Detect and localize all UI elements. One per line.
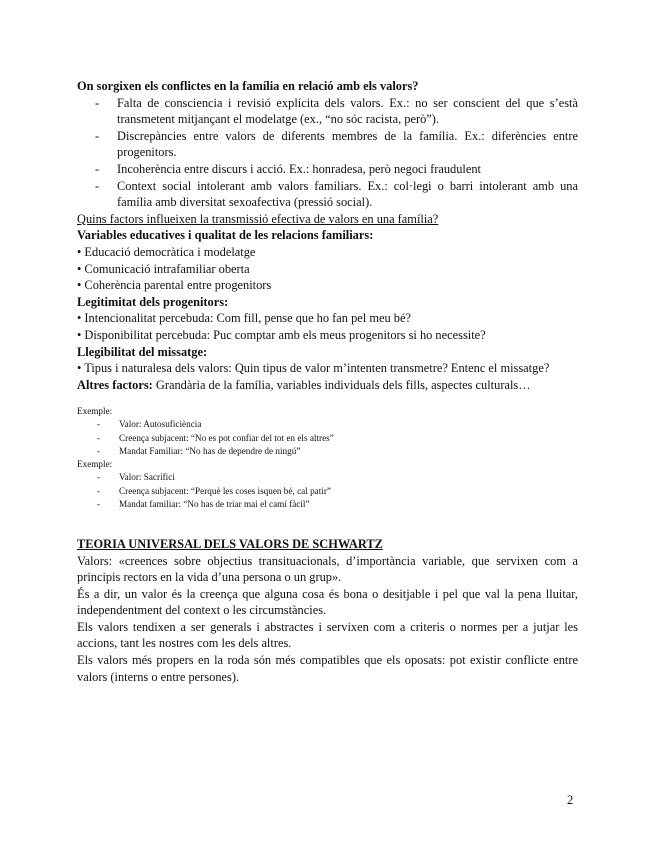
paragraph: Els valors tendixen a ser generals i abstractes i servixen com a criteris o normes per a jutjar les accions, tant les nostres com les dels altres. xyxy=(77,619,578,651)
example-label: Exemple: xyxy=(77,406,113,417)
schwartz-title: TEORIA UNIVERSAL DELS VALORS DE SCHWARTZ xyxy=(77,536,383,551)
paragraph: Valors: «creences sobre objectius transituacionals, d’importància variable, que servixen com a principis rectors en la vida d’una persona o un grup». xyxy=(77,553,578,585)
variable-item: • Comunicació intrafamiliar oberta xyxy=(77,261,250,276)
example-list xyxy=(77,471,578,511)
list-item: - Creença subjacent: “Perquè les coses isquen bé, cal patir” xyxy=(77,485,578,498)
list-item: - Falta de consciencia i revisió explícita dels valors. Ex.: no ser conscient del que s’està transmetent mitjançant el modelatge (ex., “no sóc racista, però”). xyxy=(77,95,578,128)
altres-factors xyxy=(77,377,578,394)
list-item: - Mandat Familiar: “No has de dependre de ningú” xyxy=(77,445,578,458)
page-content xyxy=(77,78,578,685)
conflicts-list xyxy=(77,95,578,211)
altres-label: Altres factors: xyxy=(77,377,153,392)
examples-block xyxy=(77,405,578,511)
conflicts-heading: On sorgixen els conflictes en la família en relació amb els valors? xyxy=(77,79,419,93)
list-item: - Creença subjacent: “No es pot confiar del tot en els altres” xyxy=(77,432,578,445)
example-label: Exemple: xyxy=(77,459,113,470)
llegibilitat-heading: Llegibilitat del missatge: xyxy=(77,344,208,359)
paragraph: Els valors més propers en la roda són més compatibles que els oposats: pot existir conflicte entre valors (interns o entre persones). xyxy=(77,653,578,684)
list-item: - Context social intolerant amb valors familiars. Ex.: col·legi o barri intolerant amb una família amb diversitat sexoafectiva (pressió social). xyxy=(77,178,578,211)
variable-item: • Coherència parental entre progenitors xyxy=(77,278,272,293)
legitimitat-item: • Intencionalitat percebuda: Com fill, pense que ho fan pel meu bé? xyxy=(77,311,411,326)
example-list xyxy=(77,418,578,458)
list-item: - Mandat familiar: “No has de triar mai el camí fàcil” xyxy=(77,498,578,511)
variables-heading: Variables educatives i qualitat de les relacions familiars: xyxy=(77,228,374,243)
variable-item: • Educació democràtica i modelatge xyxy=(77,244,256,259)
llegibilitat-item: • Tipus i naturalesa dels valors: Quin tipus de valor m’intenten transmetre? Entenc el missatge? xyxy=(77,361,550,376)
legitimitat-heading: Legitimitat dels progenitors: xyxy=(77,294,229,309)
page-number: 2 xyxy=(567,793,574,807)
factors-question: Quins factors influeixen la transmissió efectiva de valors en una família? xyxy=(77,211,439,226)
list-item: - Discrepàncies entre valors de diferents membres de la família. Ex.: diferències entre progenitors. xyxy=(77,128,578,161)
list-item: - Incoherència entre discurs i acció. Ex.: honradesa, però negoci fraudulent xyxy=(77,161,578,178)
legitimitat-item: • Disponibilitat percebuda: Puc comptar amb els meus progenitors si ho necessite? xyxy=(77,327,486,342)
list-item: - Valor: Autosuficiència xyxy=(77,418,578,431)
spacer xyxy=(77,393,578,405)
altres-text: Grandària de la família, variables individuals dels fills, aspectes culturals… xyxy=(152,377,531,392)
spacer xyxy=(77,511,578,536)
paragraph: És a dir, un valor és la creença que alguna cosa és bona o desitjable i pel que val la pena lluitar, independentment del context o les circumstàncies. xyxy=(77,586,578,618)
list-item: - Valor: Sacrifici xyxy=(77,471,578,484)
